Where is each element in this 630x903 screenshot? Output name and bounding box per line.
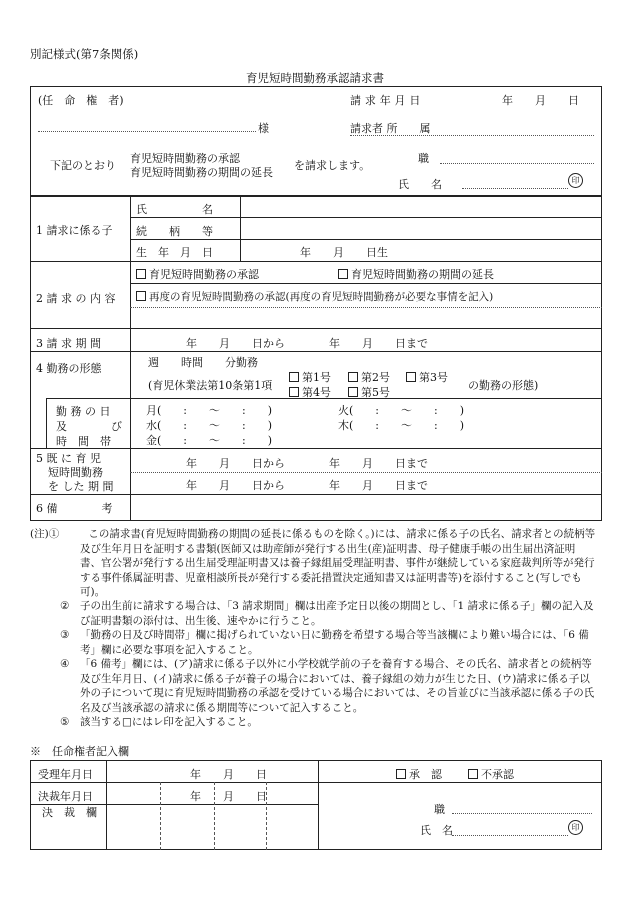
- intro-option-extension: 育児短時間勤務の期間の延長: [130, 166, 273, 179]
- days-label-2: 及 び: [56, 420, 122, 433]
- affiliation-label: 請求者 所 属: [350, 122, 431, 135]
- child-name-label: 氏 名: [136, 203, 213, 216]
- intro-suffix: を請求します。: [294, 159, 371, 172]
- checkbox-icon[interactable]: [289, 372, 299, 382]
- remarks-field[interactable]: [136, 498, 596, 518]
- period-field[interactable]: 年 月 日から 年 月 日まで: [186, 337, 428, 350]
- day-wed-field[interactable]: 水( : 〜 : ): [146, 419, 272, 432]
- form-item-3[interactable]: 第3号: [406, 369, 448, 385]
- seal-icon: 印: [568, 173, 583, 188]
- decided-date-field[interactable]: 年 月 日: [190, 790, 267, 803]
- section-form-label: 4 勤務の形態: [36, 362, 102, 375]
- child-birth-field[interactable]: 年 月 日生: [300, 246, 388, 259]
- note-mark-3: ③: [60, 629, 70, 641]
- intro-prefix: 下記のとおり: [50, 159, 116, 172]
- checkbox-icon[interactable]: [348, 372, 358, 382]
- prior-period-2-field[interactable]: 年 月 日から 年 月 日まで: [186, 479, 428, 492]
- content-option-approval[interactable]: 育児短時間勤務の承認: [136, 266, 259, 282]
- weekly-hours-field[interactable]: 週 時間 分勤務: [148, 356, 258, 369]
- note-text-2: 子の出生前に請求する場合は、「3 請求期間」欄は出産予定日以後の期間とし、「1 請求に係る子」欄の記入及び証明書類の添付は、出生後、速やかに行うこと。: [80, 600, 594, 627]
- authority-name-line[interactable]: [452, 835, 568, 836]
- checkbox-icon[interactable]: [468, 769, 478, 779]
- authority-position-label: 職: [434, 803, 445, 816]
- applicant-name-label: 氏 名: [398, 178, 442, 191]
- page-title: 育児短時間勤務承認請求書: [246, 71, 384, 85]
- section-child-label: 1 請求に係る子: [36, 224, 113, 237]
- decision-label: 決 裁 欄: [42, 806, 97, 819]
- sama-label: 様: [258, 122, 269, 135]
- approve-option[interactable]: 承 認: [396, 766, 442, 782]
- form-item-2[interactable]: 第2号: [348, 369, 390, 385]
- prior-label-2: 短時間勤務: [48, 466, 103, 479]
- checkbox-icon[interactable]: [406, 372, 416, 382]
- checkbox-icon[interactable]: [338, 269, 348, 279]
- note-text-1: この請求書(育児短時間勤務の期間の延長に係るものを除く。)には、請求に係る子の氏名、請求者との続柄等及び生年月日を証明する書類(医師又は助産師が発行する出生(産)証明書、母子健康手帳の出生届出済証明書、官公署が発行する出生届受理証明書又は養子縁組届受理証明書、事件が継続している家庭裁判所等が発行する事件係属証明書、児童相談所長が発行する委託措置決定通知書又は証明書等)を添付すること(写しでも可)。: [80, 528, 596, 598]
- note-mark-2: ②: [60, 600, 70, 612]
- form-item-1[interactable]: 第1号: [289, 369, 331, 385]
- days-label-3: 時 間 帯: [56, 435, 111, 448]
- checkbox-icon[interactable]: [348, 387, 358, 397]
- note-text-5: 該当する□にはレ印を記入すること。: [80, 716, 258, 728]
- position-label: 職: [418, 152, 429, 165]
- form-item-4[interactable]: 第4号: [289, 384, 331, 400]
- intro-option-approval: 育児短時間勤務の承認: [130, 152, 240, 165]
- authority-name-line[interactable]: [38, 131, 256, 132]
- checkbox-icon[interactable]: [136, 269, 146, 279]
- received-date-field[interactable]: 年 月 日: [190, 768, 267, 781]
- note-mark-5: ⑤: [60, 716, 70, 728]
- day-tue-field[interactable]: 火( : 〜 : ): [338, 404, 464, 417]
- prior-period-1-field[interactable]: 年 月 日から 年 月 日まで: [186, 457, 428, 470]
- note-mark-1: (注)①: [30, 528, 60, 540]
- note-text-4: 「6 備考」欄には、(ア)請求に係る子以外に小学校就学前の子を養育する場合、その氏名、請求者との続柄等及び生年月日、(イ)請求に係る子が養子の場合においては、養子縁組の効力が生じた日、(ウ)請求に係る子以外の子について現に育児短時間勤務の承認を受けている場合においては、その旨並びに当該承認に係る子の氏名及び当該承認の請求に係る期間等について記入すること。: [80, 658, 595, 714]
- law-reference: (育児休業法第10条第1項: [148, 379, 273, 392]
- child-relation-label: 続 柄 等: [136, 225, 213, 238]
- affiliation-line[interactable]: [350, 135, 594, 136]
- prior-label-3: を した 期 間: [48, 480, 114, 493]
- position-line[interactable]: [440, 163, 594, 164]
- day-mon-field[interactable]: 月( : 〜 : ): [146, 404, 272, 417]
- checkbox-icon[interactable]: [396, 769, 406, 779]
- authority-section-heading: ※ 任命権者記入欄: [30, 745, 129, 758]
- seal-icon: 印: [568, 820, 583, 835]
- authority-position-line[interactable]: [452, 813, 592, 814]
- section-content-label: 2 請 求 の 内 容: [36, 292, 116, 305]
- day-thu-field[interactable]: 木( : 〜 : ): [338, 419, 464, 432]
- section-remarks-label: 6 備 考: [36, 502, 113, 515]
- child-birth-label: 生 年 月 日: [136, 246, 213, 259]
- note-text-3: 「勤務の日及び時間帯」欄に掲げられていない日に勤務を希望する場合等当該欄により難い場合には、「6 備考」欄に必要な事項を記入すること。: [80, 629, 589, 656]
- authority-label: (任 命 権 者): [38, 94, 124, 107]
- section-period-label: 3 請 求 期 間: [36, 337, 101, 350]
- content-option-extension[interactable]: 育児短時間勤務の期間の延長: [338, 266, 494, 282]
- checkbox-icon[interactable]: [289, 387, 299, 397]
- form-id: 別記様式(第7条関係): [30, 47, 139, 61]
- checkbox-icon[interactable]: [136, 291, 146, 301]
- request-date-label: 請求年月日: [350, 94, 425, 107]
- received-date-label: 受理年月日: [38, 768, 93, 781]
- note-mark-4: ④: [60, 658, 70, 670]
- authority-name-label: 氏 名: [420, 824, 453, 837]
- decided-date-label: 決裁年月日: [38, 790, 93, 803]
- prior-label-1: 5 既 に 育 児: [36, 452, 101, 465]
- day-fri-field[interactable]: 金( : 〜 : ): [146, 434, 272, 447]
- content-option-reapproval[interactable]: 再度の育児短時間勤務の承認(再度の育児短時間勤務が必要な事情を記入): [136, 289, 493, 304]
- days-label-1: 勤 務 の 日: [56, 405, 111, 418]
- decision-stamp-area[interactable]: [106, 784, 318, 848]
- form-suffix: の勤務の形態): [468, 379, 539, 392]
- request-date-field[interactable]: 年 月 日: [502, 94, 579, 107]
- applicant-name-line[interactable]: [462, 188, 568, 189]
- form-item-5[interactable]: 第5号: [348, 384, 390, 400]
- reject-option[interactable]: 不承認: [468, 766, 514, 782]
